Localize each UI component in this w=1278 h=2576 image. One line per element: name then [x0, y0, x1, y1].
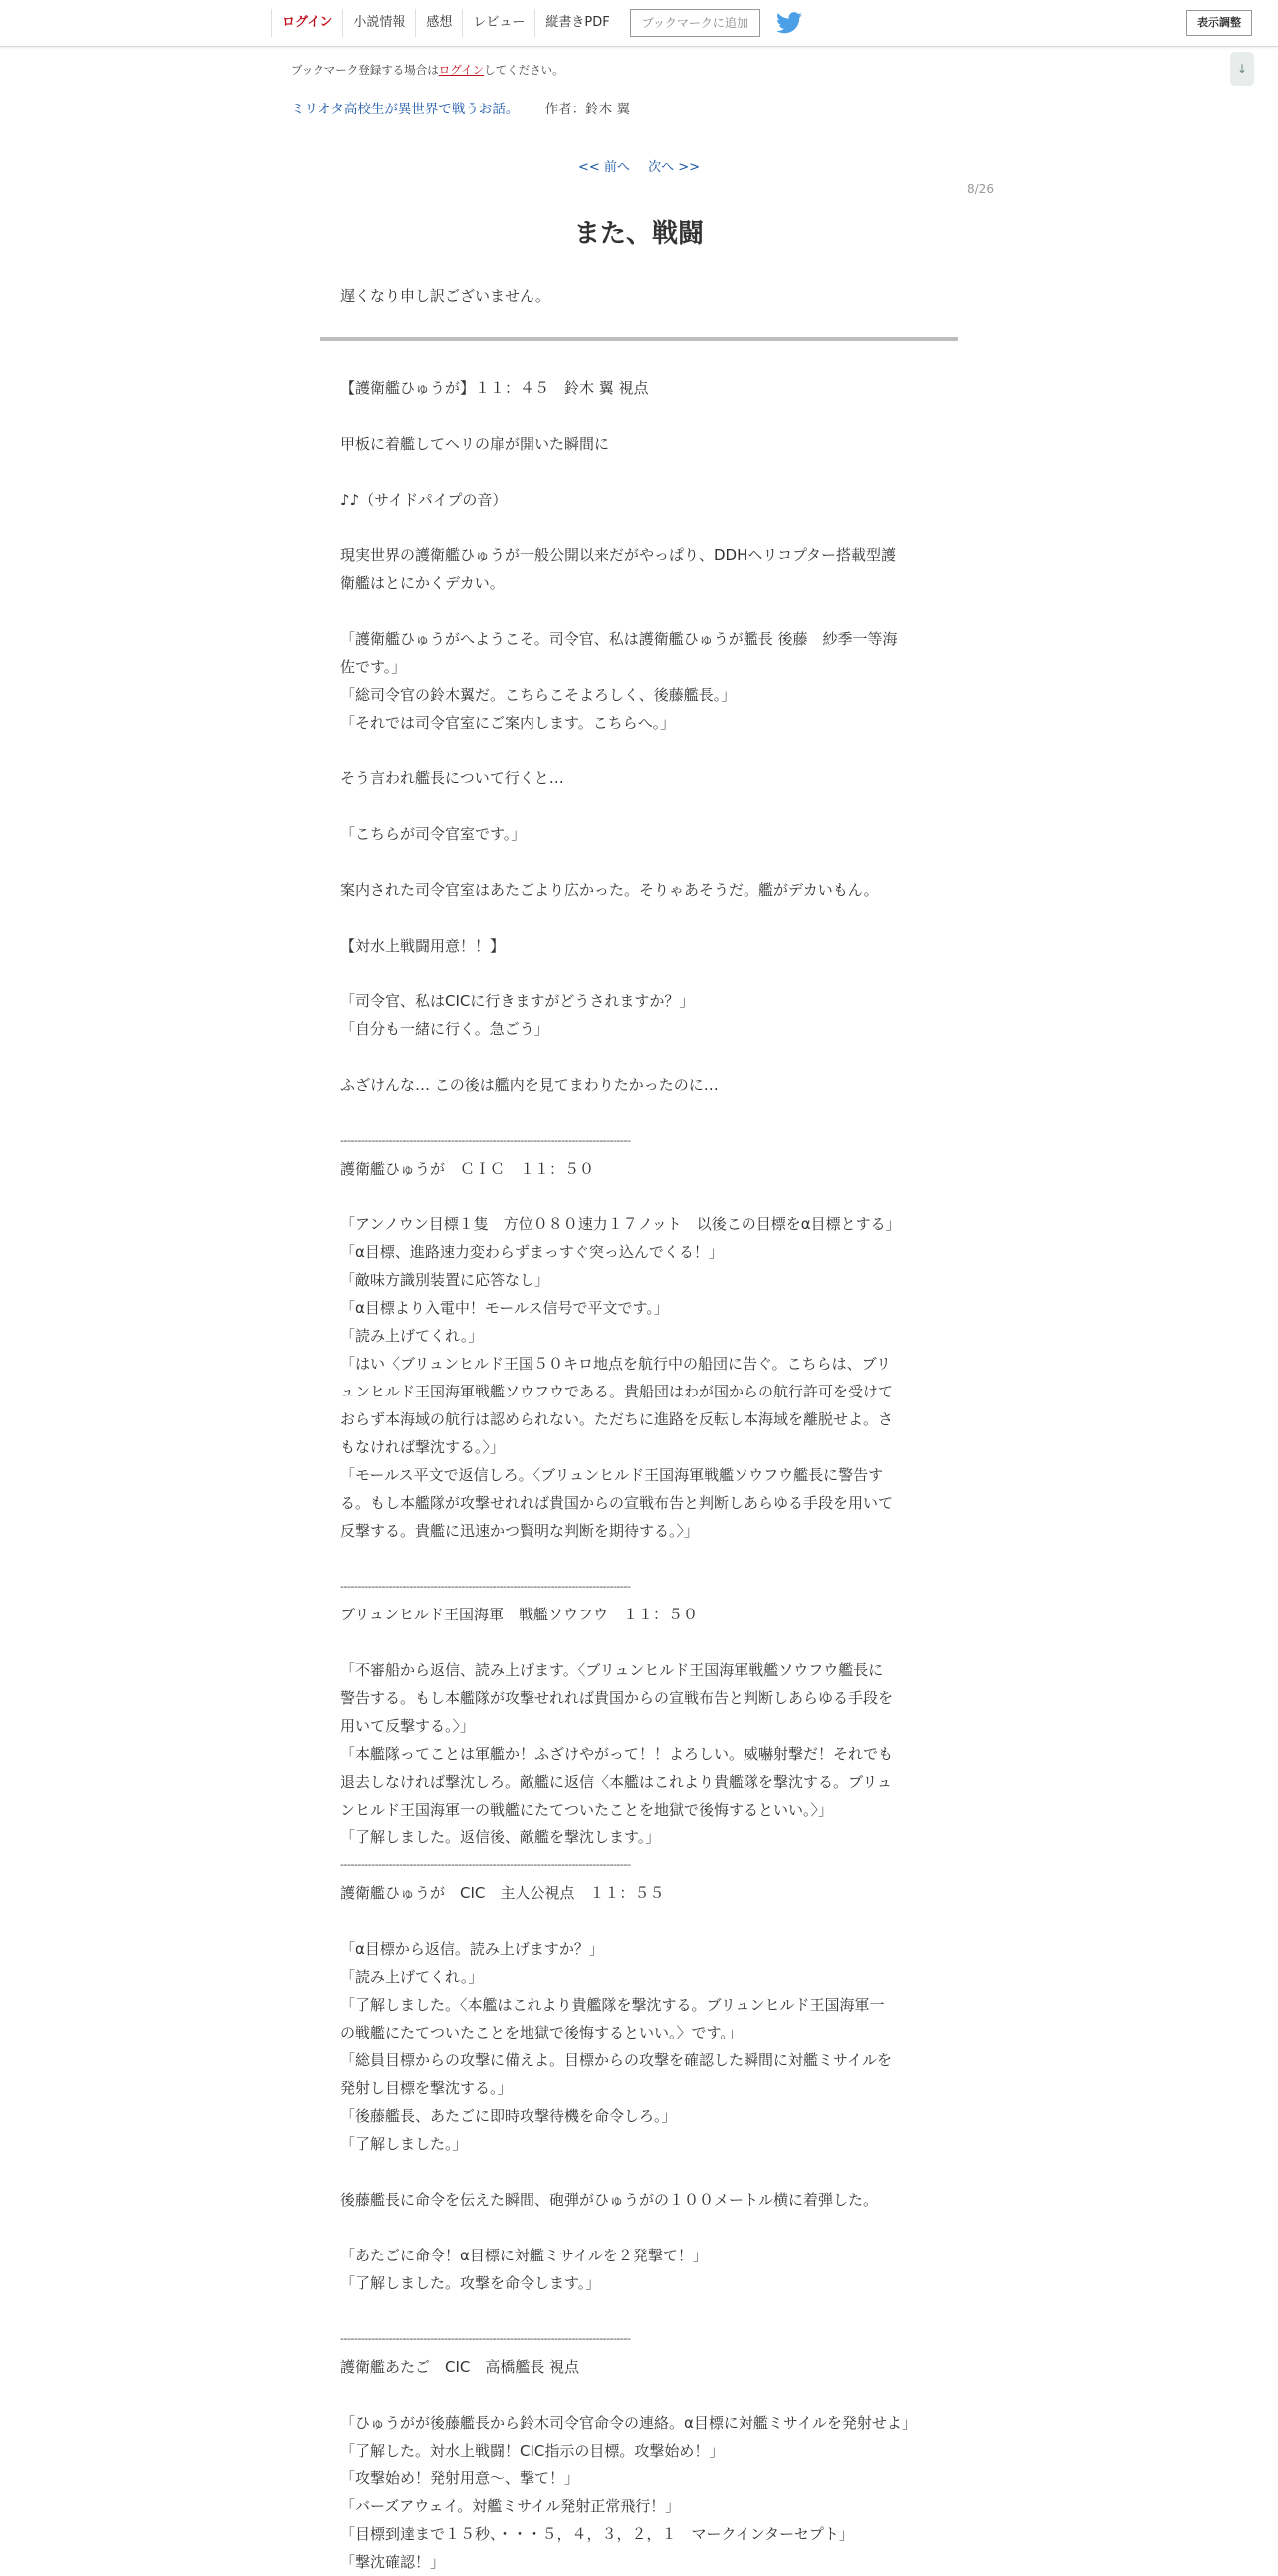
body-line: 「了解しました。返信後、敵艦を撃沈します。」: [340, 1828, 661, 1846]
body-line: [340, 1043, 938, 1071]
body-line: もなければ撃沈する。〉」: [340, 1438, 506, 1456]
body-line: 衛艦はとにかくデカい。: [340, 574, 505, 592]
body-line: [340, 1907, 938, 1935]
body-line: [340, 848, 938, 876]
body-line: 「総員目標からの攻撃に備えよ。目標からの攻撃を確認した瞬間に対艦ミサイルを: [340, 2051, 892, 2069]
display-settings-button[interactable]: 表示調整: [1186, 10, 1252, 36]
body-line: 護衛艦ひゅうが ＣＩＣ １１：５０: [340, 1160, 595, 1178]
body-line: [340, 514, 938, 541]
body-line: 護衛艦ひゅうが CIC 主人公視点 １１：５５: [340, 1884, 665, 1902]
body-line: 退去しなければ撃沈しろ。敵艦に返信〈本艦はこれより貴艦隊を撃沈する。ブリュ: [340, 1773, 892, 1791]
page-counter: 8/26: [967, 182, 994, 196]
body-line: 「ひゅうがが後藤艦長から鈴木司令官命令の連絡。α目標に対艦ミサイルを発射せよ」: [340, 2414, 917, 2432]
body-line: ブリュンヒルド王国海軍 戦艦ソウフウ １１：５０: [340, 1606, 698, 1623]
nav-vertical-pdf[interactable]: 縦書きPDF: [534, 9, 619, 37]
body-line: 「α目標から返信。読み上げますか？」: [340, 1940, 604, 1958]
body-line: の戦艦にたてついたことを地獄で後悔するといい。〉です。」: [340, 2024, 743, 2041]
chapter-pager: [0, 156, 1278, 175]
body-line: 甲板に着艦してヘリの扉が開いた瞬間に: [340, 435, 610, 453]
body-line: [340, 792, 938, 820]
body-line: 護衛艦あたご CIC 高橋艦長 視点: [340, 2358, 580, 2376]
preface-divider: [320, 337, 958, 341]
body-line: 「司令官、私はCICに行きますがどうされますか？」: [340, 992, 695, 1010]
body-line: 「α目標、進路速力変わらずまっすぐ突っ込んでくる！」: [340, 1243, 724, 1261]
chapter-title: また、戦闘: [573, 219, 704, 249]
author-label: 作者：鈴木 翼: [544, 102, 630, 117]
body-line: [340, 2297, 938, 2325]
body-line: 反撃する。貴艦に迅速かつ賢明な判断を期待する。〉」: [340, 1522, 700, 1540]
body-line: 「了解しました。」: [340, 2135, 468, 2153]
body-line: 「本艦隊ってことは軍艦か！ふざけやがって！！よろしい。威嚇射撃だ！それでも: [340, 1745, 894, 1763]
body-line: 佐です。」: [340, 658, 407, 676]
body-line: 「それでは司令官室にご案内します。こちらへ。」: [340, 714, 676, 732]
chapter-preface: 遅くなり申し訳ございません。: [340, 287, 550, 305]
notice-text-after: してください。: [484, 63, 564, 77]
scroll-down-icon[interactable]: ↓: [1230, 52, 1254, 86]
body-line: [340, 2381, 938, 2409]
body-line: 「総司令官の鈴木翼だ。こちらこそよろしく、後藤艦長。」: [340, 686, 737, 704]
body-line: 用いて反撃する。〉」: [340, 1717, 476, 1735]
body-line: 案内された司令官室はあたごより広かった。そりゃあそうだ。艦がデカいもん。: [340, 881, 879, 899]
body-line: 現実世界の護衛艦ひゅうが一般公開以来だがやっぱり、DDHヘリコプター搭載型護: [340, 546, 897, 564]
body-line: 「護衛艦ひゅうがへようこそ。司令官、私は護衛艦ひゅうが艦長 後藤 紗季一等海: [340, 630, 898, 648]
body-line: ♪♪（サイドパイプの音）: [340, 491, 508, 509]
body-line: 「敵味方識別装置に応答なし」: [340, 1271, 550, 1289]
body-line: 【護衛艦ひゅうが】１１：４５ 鈴木 翼 視点: [340, 379, 649, 397]
body-line: ------------------------------------------------------------------------------------: [340, 2332, 631, 2345]
body-line: 【対水上戦闘用意！！】: [340, 937, 506, 955]
body-line: 「読み上げてくれ。」: [340, 1327, 484, 1345]
body-line: 発射し目標を撃沈する。」: [340, 2079, 513, 2097]
body-line: おらず本海域の航行は認められない。ただちに進路を反転し本海域を離脱せよ。さ: [340, 1410, 894, 1428]
body-line: 「目標到達まで１５秒、・・・５，４，３，２，１ マークインターセプト」: [340, 2525, 854, 2543]
body-line: 「バーズアウェイ。対艦ミサイル発射正常飛行！」: [340, 2497, 681, 2515]
body-line: [340, 597, 938, 625]
nav-impressions[interactable]: 感想: [415, 9, 462, 37]
body-line: 「後藤艦長、あたごに即時攻撃待機を命令しろ。」: [340, 2107, 677, 2125]
body-line: [340, 1545, 938, 1573]
body-line: 「読み上げてくれ。」: [340, 1968, 484, 1986]
body-line: ンヒルド王国海軍一の戦艦にたてついたことを地獄で後悔するといい。〉」: [340, 1801, 834, 1819]
nav-novel-info[interactable]: 小説情報: [342, 9, 415, 37]
body-line: 後藤艦長に命令を伝えた瞬間、砲弾がひゅうがの１００メートル横に着弾した。: [340, 2191, 879, 2209]
body-line: 「あたごに命令！α目標に対艦ミサイルを２発撃て！」: [340, 2247, 708, 2264]
body-line: 「了解しました。攻撃を命令します。」: [340, 2274, 601, 2292]
body-line: [340, 1099, 938, 1127]
body-line: ふざけんな… この後は艦内を見てまわりたかったのに…: [340, 1076, 719, 1094]
body-line: [340, 2158, 938, 2186]
body-line: そう言われ艦長について行くと…: [340, 769, 564, 787]
body-line: 「モールス平文で返信しろ。〈ブリュンヒルド王国海軍戦艦ソウフウ艦長に警告す: [340, 1466, 884, 1484]
body-line: 「撃沈確認！」: [340, 2553, 446, 2571]
body-line: 「了解しました。〈本艦はこれより貴艦隊を撃沈する。ブリュンヒルド王国海軍一: [340, 1996, 885, 2014]
body-line: [340, 737, 938, 764]
body-line: 「了解した。対水上戦闘！CIC指示の目標。攻撃始め！」: [340, 2442, 725, 2460]
twitter-icon[interactable]: [776, 12, 802, 34]
series-title-link[interactable]: ミリオタ高校生が異世界で戦うお話。: [291, 102, 520, 117]
body-line: [340, 1182, 938, 1210]
body-line: ------------------------------------------------------------------------------------: [340, 1580, 631, 1593]
body-line: ------------------------------------------------------------------------------------: [340, 1858, 631, 1871]
body-line: 「攻撃始め！発射用意～、撃て！」: [340, 2469, 580, 2487]
notice-login-link[interactable]: ログイン: [438, 63, 485, 77]
body-line: ------------------------------------------------------------------------------------: [340, 1134, 631, 1147]
nav-login[interactable]: ログイン: [271, 9, 342, 37]
body-line: る。もし本艦隊が攻撃せれれば貴国からの宣戦布告と判断しあらゆる手段を用いて: [340, 1494, 894, 1512]
body-line: 警告する。もし本艦隊が攻撃せれれば貴国からの宣戦布告と判断しあらゆる手段を: [340, 1689, 894, 1707]
chapter-body: [340, 374, 938, 2576]
body-line: [340, 458, 938, 486]
top-navigation-bar: [0, 0, 1278, 47]
body-line: 「アンノウン目標１隻 方位０８０速力１７ノット 以後この目標をα目標とする」: [340, 1215, 901, 1233]
body-line: 「こちらが司令官室です。」: [340, 825, 527, 843]
body-line: 「自分も一緒に行く。急ごう」: [340, 1020, 549, 1038]
body-line: 「はい〈ブリュンヒルド王国５０キロ地点を航行中の船団に告ぐ。こちらは、ブリ: [340, 1355, 892, 1373]
series-info: [291, 98, 630, 117]
prev-chapter-link[interactable]: << 前へ: [578, 160, 630, 175]
body-line: [340, 402, 938, 430]
notice-text-before: ブックマーク登録する場合は: [291, 63, 439, 77]
body-line: 「α目標より入電中！モールス信号で平文です。」: [340, 1299, 669, 1317]
body-line: 「不審船から返信、読み上げます。〈ブリュンヒルド王国海軍戦艦ソウフウ艦長に: [340, 1661, 884, 1679]
bookmark-notice: [291, 62, 564, 78]
body-line: ュンヒルド王国海軍戦艦ソウフウである。貴船団はわが国からの航行許可を受けて: [340, 1383, 894, 1400]
next-chapter-link[interactable]: 次へ >>: [648, 160, 700, 175]
body-line: [340, 2214, 938, 2242]
body-line: [340, 1628, 938, 1656]
add-bookmark-button[interactable]: ブックマークに追加: [630, 9, 760, 37]
body-line: [340, 904, 938, 932]
nav-review[interactable]: レビュー: [462, 9, 534, 37]
body-line: [340, 960, 938, 987]
main-nav: [271, 9, 802, 37]
